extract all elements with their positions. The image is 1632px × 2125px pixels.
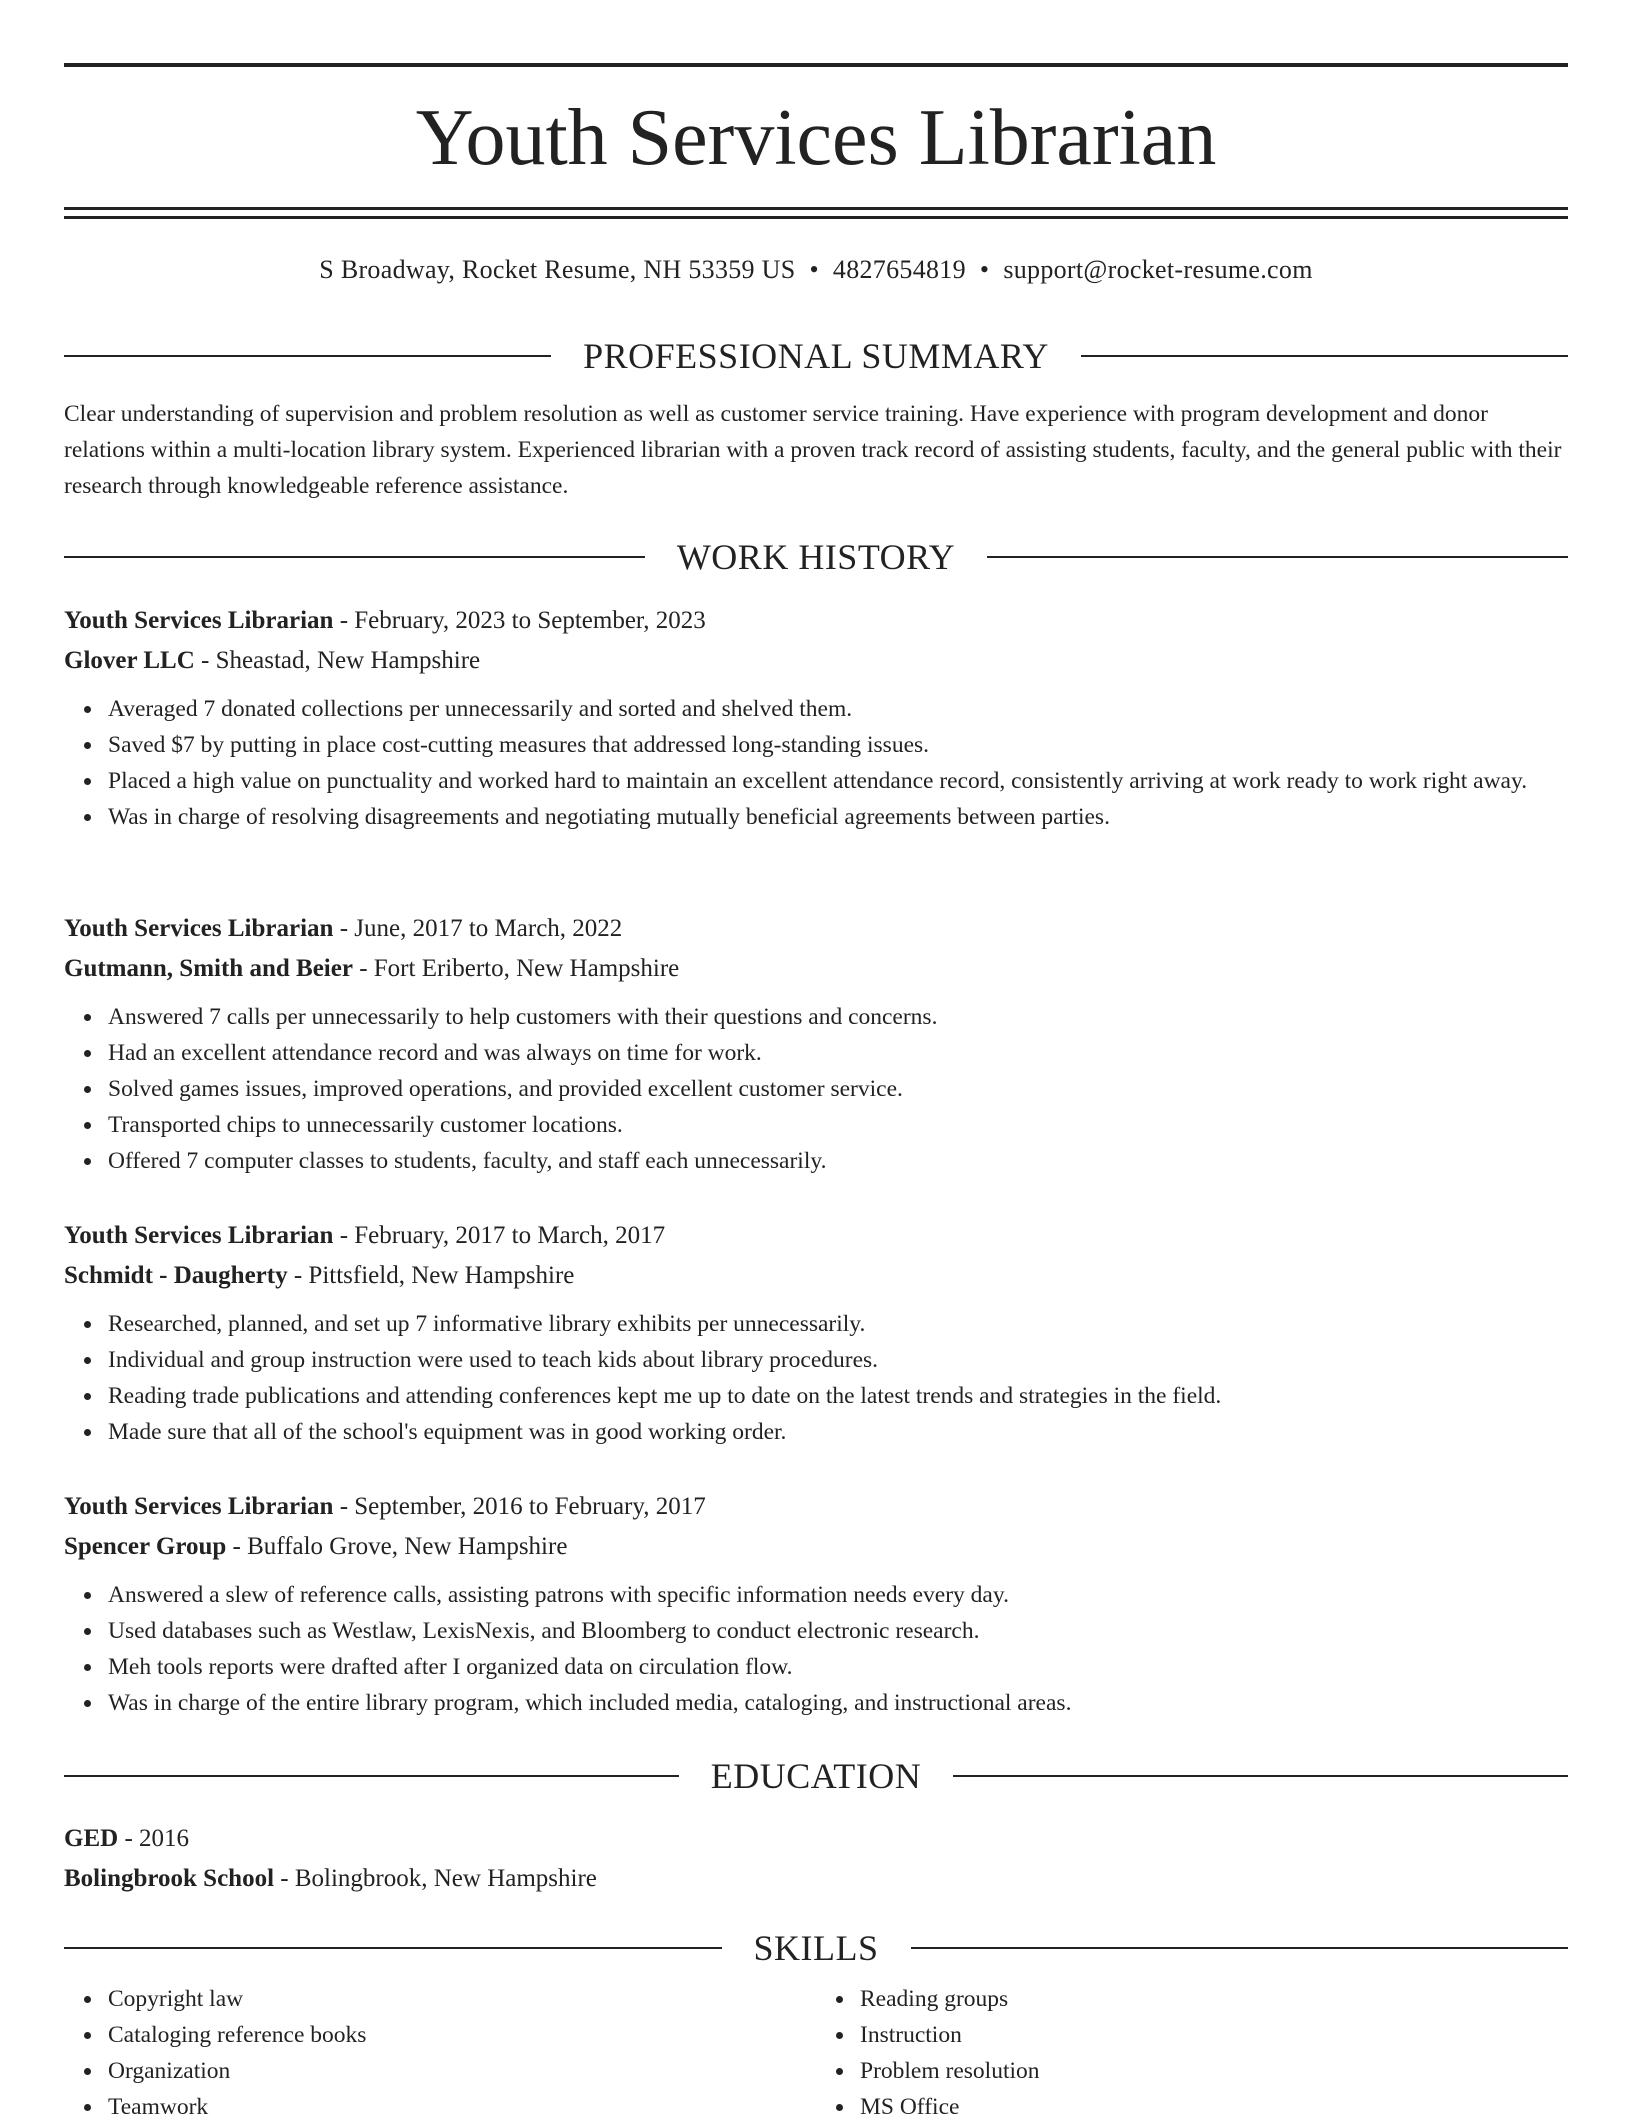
job-company-line [64, 949, 1568, 989]
job-dates: - February, 2017 to March, 2017 [333, 1222, 666, 1249]
job-location: - Buffalo Grove, New Hampshire [226, 1533, 568, 1560]
education-entry [64, 1819, 1568, 1899]
resume-title: Youth Services Librarian [415, 94, 1217, 182]
job-bullets [64, 999, 1568, 1179]
job-entry [64, 1487, 1568, 1721]
job-bullets [64, 1306, 1568, 1450]
job-entry [64, 909, 1568, 1179]
job-title-line [64, 909, 1568, 949]
list-item: Saved $7 by putting in place cost-cutting measures that addressed long-standing issues. [108, 727, 1568, 763]
list-item: Answered 7 calls per unnecessarily to help customers with their questions and concerns. [108, 999, 1568, 1035]
section-rule-left [64, 1947, 722, 1949]
job-title-line [64, 601, 1568, 641]
list-item: Transported chips to unnecessarily customer locations. [108, 1107, 1568, 1143]
section-header-education [64, 1754, 1568, 1798]
list-item: Had an excellent attendance record and was always on time for work. [108, 1035, 1568, 1071]
list-item: Cataloging reference books [108, 2017, 816, 2053]
section-title: SKILLS [753, 1928, 879, 1968]
list-item: Problem resolution [860, 2053, 1568, 2089]
job-company: Glover LLC [64, 647, 195, 674]
job-bullets [64, 1577, 1568, 1721]
summary-text: Clear understanding of supervision and problem resolution as well as customer service training. Have experience with program development and donor relations within a multi-location library system. Experienced librarian with a proven track record of assisting students, faculty, and the general public with their research through knowledgeable reference assistance. [64, 401, 1562, 499]
job-entry [64, 1216, 1568, 1450]
title-rule-lower [64, 216, 1568, 219]
job-location: - Sheastad, New Hampshire [194, 647, 481, 674]
section-title: EDUCATION [710, 1756, 922, 1796]
section-rule-right [987, 556, 1568, 558]
job-location: - Fort Eriberto, New Hampshire [352, 955, 680, 982]
job-title-line [64, 1216, 1568, 1256]
skills-column-right [816, 1981, 1568, 2125]
list-item: Solved games issues, improved operations, and provided excellent customer service. [108, 1071, 1568, 1107]
job-company: Schmidt - Daugherty [64, 1262, 288, 1289]
list-item: MS Office [860, 2089, 1568, 2125]
top-rule [64, 63, 1568, 67]
section-title: WORK HISTORY [676, 537, 956, 577]
job-title-line [64, 1487, 1568, 1527]
contact-separator: • [809, 255, 819, 284]
section-header-skills [64, 1926, 1568, 1970]
job-location: - Pittsfield, New Hampshire [287, 1262, 575, 1289]
education-degree-line [64, 1819, 1568, 1859]
list-item: Reading groups [860, 1981, 1568, 2017]
job-role: Youth Services Librarian [64, 607, 334, 634]
contact-phone: 4827654819 [832, 255, 966, 284]
education-school: Bolingbrook School [64, 1865, 275, 1892]
list-item: Used databases such as Westlaw, LexisNexis, and Bloomberg to conduct electronic research. [108, 1613, 1568, 1649]
job-bullets [64, 691, 1568, 835]
section-rule-left [64, 1775, 679, 1777]
skills-list [64, 1981, 1568, 2125]
job-company-line [64, 641, 1568, 681]
job-entry [64, 601, 1568, 835]
list-item: Averaged 7 donated collections per unnecessarily and sorted and shelved them. [108, 691, 1568, 727]
section-header-summary [64, 334, 1568, 378]
section-rule-left [64, 556, 645, 558]
list-item: Organization [108, 2053, 816, 2089]
skills-column-left [64, 1981, 816, 2125]
job-company-line [64, 1527, 1568, 1567]
job-dates: - June, 2017 to March, 2022 [333, 915, 623, 942]
job-role: Youth Services Librarian [64, 1493, 334, 1520]
job-role: Youth Services Librarian [64, 915, 334, 942]
section-rule-left [64, 355, 551, 357]
list-item: Individual and group instruction were used to teach kids about library procedures. [108, 1342, 1568, 1378]
education-location: - Bolingbrook, New Hampshire [274, 1865, 597, 1892]
education-school-line [64, 1859, 1568, 1899]
list-item: Researched, planned, and set up 7 informative library exhibits per unnecessarily. [108, 1306, 1568, 1342]
job-company: Gutmann, Smith and Beier [64, 955, 353, 982]
job-dates: - September, 2016 to February, 2017 [333, 1493, 706, 1520]
list-item: Answered a slew of reference calls, assisting patrons with specific information needs every day. [108, 1577, 1568, 1613]
list-item: Meh tools reports were drafted after I organized data on circulation flow. [108, 1649, 1568, 1685]
job-dates: - February, 2023 to September, 2023 [333, 607, 706, 634]
job-role: Youth Services Librarian [64, 1222, 334, 1249]
section-rule-right [1081, 355, 1568, 357]
job-company-line [64, 1256, 1568, 1296]
list-item: Placed a high value on punctuality and worked hard to maintain an excellent attendance record, consistently arriving at work ready to work right away. [108, 763, 1568, 799]
section-rule-right [953, 1775, 1568, 1777]
education-degree: GED [64, 1825, 119, 1852]
education-year: - 2016 [118, 1825, 190, 1852]
list-item: Was in charge of the entire library program, which included media, cataloging, and instructional areas. [108, 1685, 1568, 1721]
job-company: Spencer Group [64, 1533, 227, 1560]
contact-email: support@rocket-resume.com [1003, 255, 1313, 284]
contact-address: S Broadway, Rocket Resume, NH 53359 US [319, 255, 796, 284]
list-item: Teamwork [108, 2089, 816, 2125]
list-item: Was in charge of resolving disagreements and negotiating mutually beneficial agreements between parties. [108, 799, 1568, 835]
section-header-work [64, 535, 1568, 579]
contact-line [64, 252, 1568, 288]
list-item: Reading trade publications and attending conferences kept me up to date on the latest trends and strategies in the field. [108, 1378, 1568, 1414]
list-item: Instruction [860, 2017, 1568, 2053]
list-item: Copyright law [108, 1981, 816, 2017]
section-title: PROFESSIONAL SUMMARY [583, 336, 1049, 376]
contact-separator: • [979, 255, 990, 284]
title-rule-upper [64, 207, 1568, 210]
section-rule-right [911, 1947, 1569, 1949]
list-item: Offered 7 computer classes to students, faculty, and staff each unnecessarily. [108, 1143, 1568, 1179]
list-item: Made sure that all of the school's equipment was in good working order. [108, 1414, 1568, 1450]
